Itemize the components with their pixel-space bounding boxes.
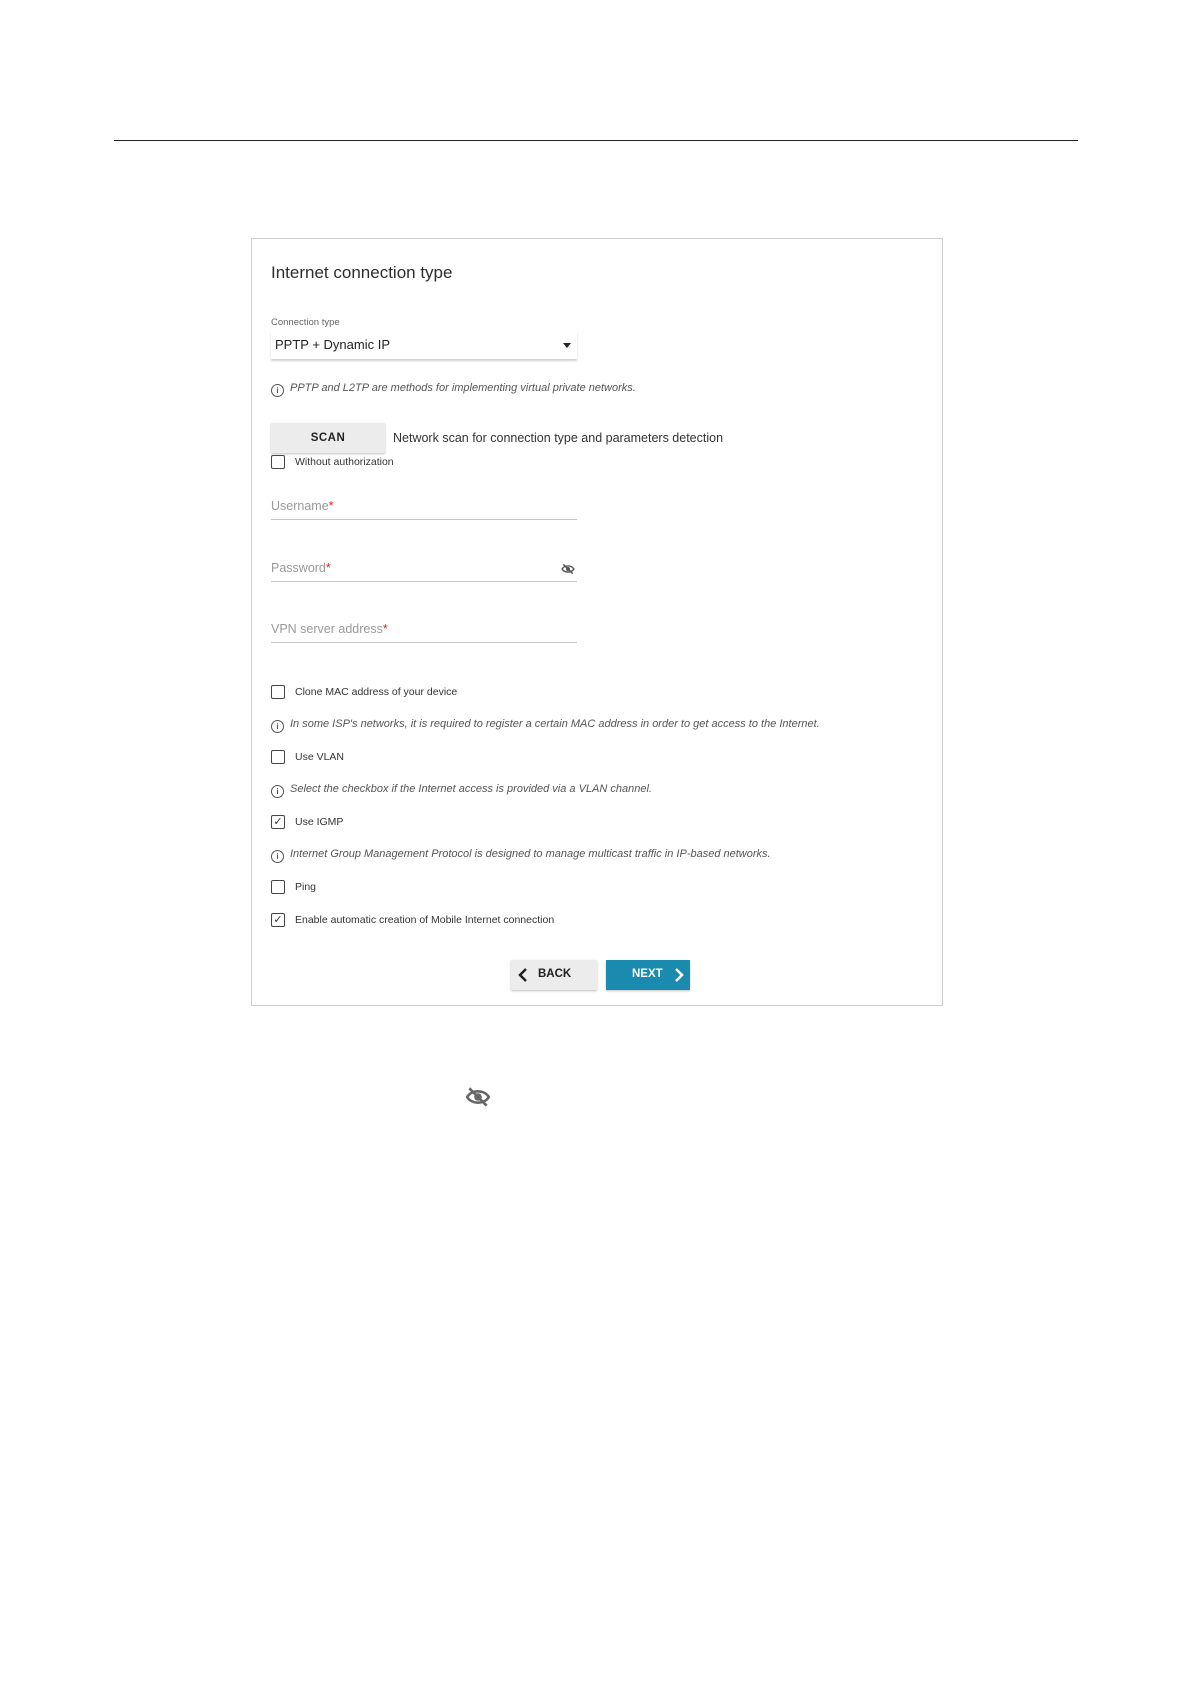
next-button-label: NEXT <box>632 968 663 980</box>
clone-mac-row[interactable] <box>271 685 457 699</box>
ping-label: Ping <box>295 881 317 893</box>
without-authorization-label: Without authorization <box>295 456 394 468</box>
vpn-server-address-label: VPN server address* <box>271 622 388 636</box>
clone-mac-checkbox[interactable] <box>271 685 285 699</box>
chevron-right-icon <box>673 967 685 983</box>
info-icon: i <box>271 850 284 863</box>
username-field[interactable] <box>271 497 577 520</box>
back-button[interactable] <box>511 960 597 990</box>
info-icon: i <box>271 384 284 397</box>
info-icon: i <box>271 720 284 733</box>
connection-type-label: Connection type <box>271 317 340 328</box>
caret-down-icon <box>563 343 571 348</box>
eye-off-icon <box>465 1086 491 1108</box>
scan-description: Network scan for connection type and parameters detection <box>393 431 724 445</box>
scan-button-label: SCAN <box>310 432 346 444</box>
chevron-left-icon <box>517 967 529 983</box>
use-igmp-label: Use IGMP <box>295 816 344 828</box>
mobile-internet-row[interactable] <box>271 913 554 927</box>
info-vlan-text: Select the checkbox if the Internet access is provided via a VLAN channel. <box>290 783 652 795</box>
use-igmp-checkbox[interactable]: ✓ <box>271 815 285 829</box>
panel-title: Internet connection type <box>271 263 453 282</box>
use-vlan-row[interactable] <box>271 750 344 764</box>
connection-type-value: PPTP + Dynamic IP <box>275 337 390 352</box>
use-vlan-checkbox[interactable] <box>271 750 285 764</box>
mobile-internet-checkbox[interactable]: ✓ <box>271 913 285 927</box>
without-authorization-row[interactable] <box>271 455 394 469</box>
vpn-server-address-field[interactable] <box>271 620 577 643</box>
back-button-label: BACK <box>538 968 572 980</box>
ping-row[interactable] <box>271 880 316 894</box>
password-label: Password* <box>271 561 331 575</box>
info-vpn-text: PPTP and L2TP are methods for implementing virtual private networks. <box>290 382 636 394</box>
clone-mac-label: Clone MAC address of your device <box>295 686 458 698</box>
info-igmp-text: Internet Group Management Protocol is designed to manage multicast traffic in IP-based networks. <box>290 848 771 860</box>
internet-connection-panel <box>251 238 943 1006</box>
username-label: Username* <box>271 499 334 513</box>
use-igmp-row[interactable] <box>271 815 343 829</box>
use-vlan-label: Use VLAN <box>295 751 345 763</box>
password-field[interactable] <box>271 559 577 582</box>
eye-off-icon[interactable] <box>561 563 575 575</box>
next-button[interactable] <box>606 960 690 990</box>
connection-type-select[interactable] <box>271 331 577 359</box>
page-top-rule <box>114 140 1078 141</box>
ping-checkbox[interactable] <box>271 880 285 894</box>
info-igmp <box>271 848 771 863</box>
scan-button[interactable] <box>271 423 385 453</box>
info-vlan <box>271 783 652 798</box>
info-vpn <box>271 382 636 397</box>
info-mac <box>271 718 820 733</box>
without-authorization-checkbox[interactable] <box>271 455 285 469</box>
mobile-internet-label: Enable automatic creation of Mobile Internet connection <box>295 914 555 926</box>
info-icon: i <box>271 785 284 798</box>
info-mac-text: In some ISP's networks, it is required to register a certain MAC address in order to get access to the Internet. <box>290 718 820 730</box>
